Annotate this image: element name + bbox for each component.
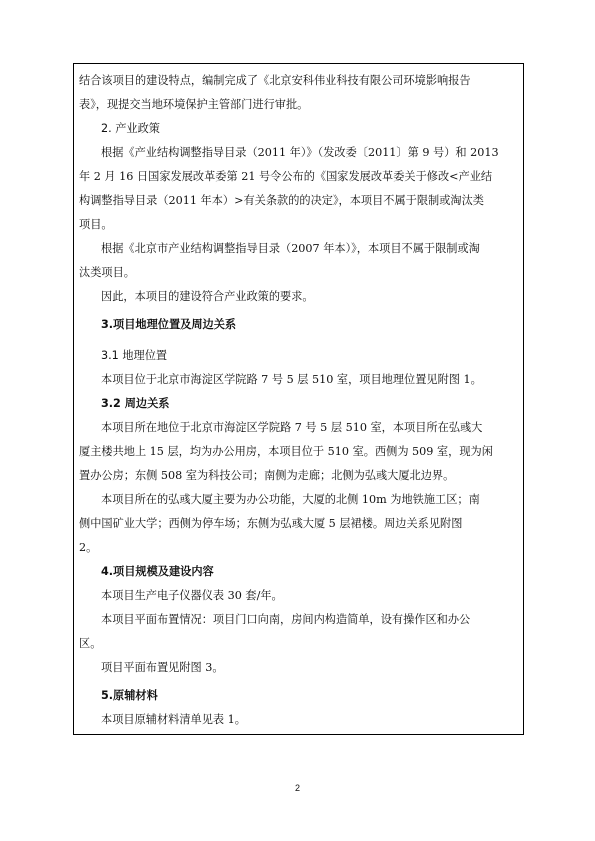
section-heading: 3.2 周边关系 <box>101 397 170 410</box>
body-line: 汰类项目。 <box>79 266 135 279</box>
body-line: 结合该项目的建设特点，编制完成了《北京安科伟业科技有限公司环境影响报告 <box>79 74 471 87</box>
body-line: 本项目生产电子仪器仪表 30 套/年。 <box>101 589 283 602</box>
body-line: 因此，本项目的建设符合产业政策的要求。 <box>101 290 314 303</box>
body-line: 本项目原辅材料清单见表 1。 <box>101 713 246 726</box>
body-line: 置办公房；东侧 508 室为科技公司；南侧为走廊；北侧为弘彧大厦北边界。 <box>79 469 455 482</box>
body-line: 本项目位于北京市海淀区学院路 7 号 5 层 510 室，项目地理位置见附图 1。 <box>101 373 482 386</box>
section-heading: 4.项目规模及建设内容 <box>101 565 214 578</box>
body-line: 本项目所在的弘彧大厦主要为办公功能，大厦的北侧 10m 为地铁施工区；南 <box>101 493 480 506</box>
section-heading: 3.1 地理位置 <box>101 349 168 362</box>
body-line: 区。 <box>79 637 102 650</box>
page-number: 2 <box>294 783 300 793</box>
body-line: 侧中国矿业大学；西侧为停车场；东侧为弘彧大厦 5 层裙楼。周边关系见附图 <box>79 517 463 530</box>
section-heading: 3.项目地理位置及周边关系 <box>101 318 237 331</box>
body-line: 项目平面布置见附图 3。 <box>101 661 224 674</box>
body-line: 本项目所在地位于北京市海淀区学院路 7 号 5 层 510 室，本项目所在弘彧大 <box>101 421 483 434</box>
body-line: 根据《产业结构调整指导目录（2011 年）》（发改委〔2011〕第 9 号）和 2013 <box>101 146 499 159</box>
body-line: 表》，现提交当地环境保护主管部门进行审批。 <box>79 98 309 111</box>
section-heading: 5.原辅材料 <box>101 689 158 702</box>
body-line: 2。 <box>79 541 98 554</box>
body-line: 厦主楼共地上 15 层，均为办公用房，本项目位于 510 室。西侧为 509 室，现为闲 <box>79 445 493 458</box>
body-line: 项目。 <box>79 218 113 231</box>
section-heading: 2. 产业政策 <box>101 122 160 135</box>
body-line: 构调整指导目录（2011 年本）>有关条款的的决定》，本项目不属于限制或淘汰类 <box>79 194 484 207</box>
body-line: 本项目平面布置情况：项目门口向南，房间内构造简单，设有操作区和办公 <box>101 613 471 626</box>
body-line: 根据《北京市产业结构调整指导目录（2007 年本）》，本项目不属于限制或淘 <box>101 242 480 255</box>
body-line: 年 2 月 16 日国家发展改革委第 21 号令公布的《国家发展改革委关于修改<产业结 <box>79 170 493 183</box>
